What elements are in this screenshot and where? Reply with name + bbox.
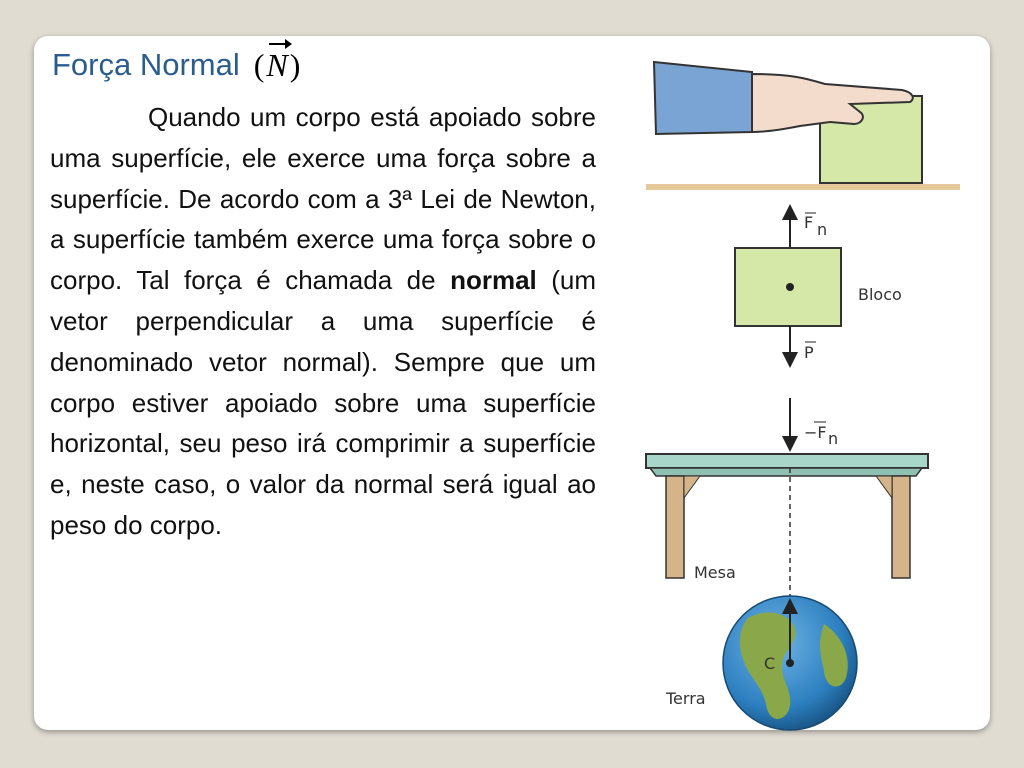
- label-bloco: Bloco: [858, 285, 902, 304]
- table-brace-left: [684, 476, 700, 498]
- label-neg-fn: −F: [804, 423, 827, 442]
- sleeve: [654, 62, 752, 134]
- normal-vector-letter: N: [266, 46, 288, 83]
- label-terra: Terra: [666, 689, 706, 708]
- table-illustration: [646, 454, 928, 582]
- hand-on-block-illustration: [646, 62, 960, 190]
- force-diagram: [640, 52, 970, 732]
- table-leg-left: [666, 476, 684, 578]
- label-neg-fn-sub: n: [828, 429, 839, 448]
- block-free-body-diagram: [735, 210, 902, 362]
- table-edge: [650, 468, 922, 476]
- table-top: [646, 454, 928, 468]
- normal-vector-symbol: ( N ): [253, 46, 301, 83]
- earth-illustration: [665, 596, 857, 730]
- center-of-mass-dot: [786, 283, 794, 291]
- paragraph-text-end: (um vetor perpendicular a uma superfície é denominado vetor normal). Sempre que um corpo estiver apoiado sobre uma superfície horizontal, seu peso irá comprimir a superfície e, neste caso, o valor da normal será igual ao peso do corpo.: [50, 265, 597, 540]
- floor-line: [646, 184, 960, 190]
- slide-title: Força Normal: [52, 47, 240, 82]
- bold-term-normal: normal: [450, 265, 537, 296]
- paragraph-text-start: Quando um corpo está apoiado sobre uma superfície, ele exerce uma força sobre a superfície. De acordo com a 3ª Lei de Newton, a superfície também exerce uma força sobre o corpo. Tal força é chamada de: [50, 102, 596, 296]
- label-center: C: [764, 654, 776, 673]
- label-p: P: [804, 343, 814, 362]
- earth-center-dot: [786, 659, 794, 667]
- table-leg-right: [892, 476, 910, 578]
- body-paragraph: [50, 97, 596, 546]
- label-mesa: Mesa: [694, 563, 736, 582]
- table-brace-right: [876, 476, 892, 498]
- table-reaction-force: [790, 398, 838, 448]
- label-fn-sub: n: [817, 220, 828, 239]
- label-fn: F: [804, 213, 814, 232]
- slide-title-row: [52, 40, 300, 90]
